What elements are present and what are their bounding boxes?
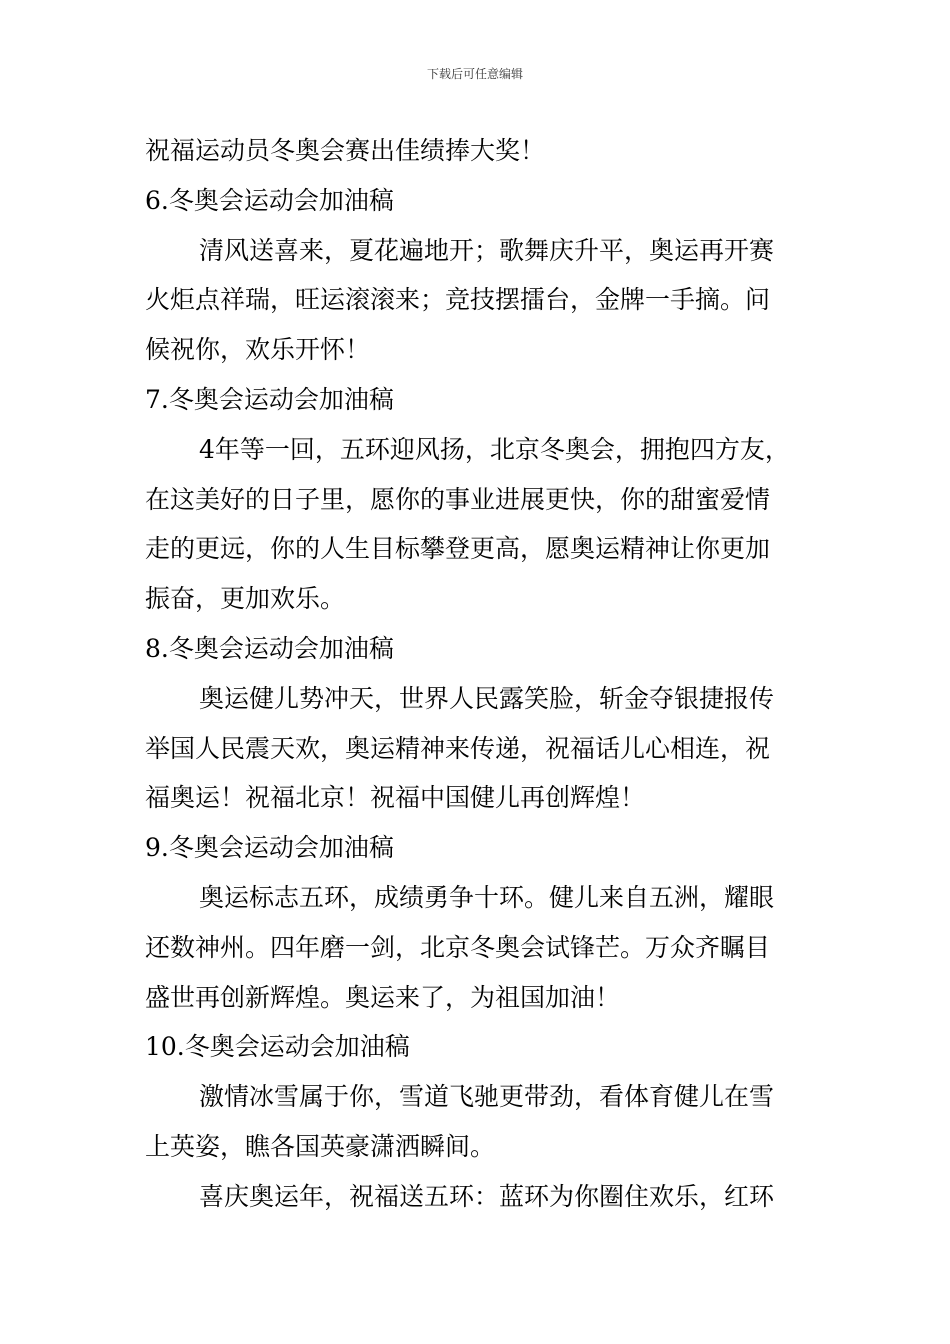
text-line: 振奋，更加欢乐。 bbox=[145, 584, 346, 614]
text-line: 盛世再创新辉煌。奥运来了，为祖国加油！ bbox=[145, 982, 621, 1012]
text-line: 祝福运动员冬奥会赛出佳绩捧大奖！ bbox=[145, 136, 546, 165]
paragraph-line: 奥运健儿势冲天，世界人民露笑脸，斩金夺银捷报传 bbox=[199, 683, 775, 713]
paragraph-line: 奥运标志五环，成绩勇争十环。健儿来自五洲，耀眼 bbox=[199, 882, 775, 912]
paragraph-line: 清风送喜来，夏花遍地开；歌舞庆升平，奥运再开赛 bbox=[199, 235, 775, 265]
document-body bbox=[145, 126, 810, 1222]
paragraph-line: 喜庆奥运年，祝福送五环：蓝环为你圈住欢乐，红环 bbox=[199, 1181, 775, 1211]
section-heading-8: 8.冬奥会运动会加油稿 bbox=[145, 633, 394, 663]
text-line: 举国人民震天欢，奥运精神来传递，祝福话儿心相连，祝 bbox=[145, 733, 771, 763]
text-line: 在这美好的日子里，愿你的事业进展更快，你的甜蜜爱情 bbox=[145, 484, 771, 514]
text-line: 候祝你，欢乐开怀！ bbox=[145, 335, 371, 365]
text-line: 还数神州。四年磨一剑，北京冬奥会试锋芒。万众齐瞩目 bbox=[145, 932, 771, 962]
section-heading-10: 10.冬奥会运动会加油稿 bbox=[145, 1032, 410, 1062]
section-heading-6: 6.冬奥会运动会加油稿 bbox=[145, 185, 394, 215]
section-heading-7: 7.冬奥会运动会加油稿 bbox=[145, 384, 394, 414]
paragraph-line: 激情冰雪属于你，雪道飞驰更带劲，看体育健儿在雪 bbox=[199, 1082, 775, 1112]
page-header: 下载后可任意编辑 bbox=[426, 67, 523, 81]
paragraph-line: 4年等一回，五环迎风扬，北京冬奥会，拥抱四方友， bbox=[199, 434, 790, 464]
section-heading-9: 9.冬奥会运动会加油稿 bbox=[145, 833, 394, 863]
text-line: 走的更远，你的人生目标攀登更高，愿奥运精神让你更加 bbox=[145, 534, 771, 564]
text-line: 火炬点祥瑞，旺运滚滚来；竞技摆擂台，金牌一手摘。问 bbox=[145, 285, 771, 315]
text-line: 上英姿，瞧各国英豪潇洒瞬间。 bbox=[145, 1131, 496, 1161]
text-line: 福奥运！祝福北京！祝福中国健儿再创辉煌！ bbox=[145, 783, 646, 813]
